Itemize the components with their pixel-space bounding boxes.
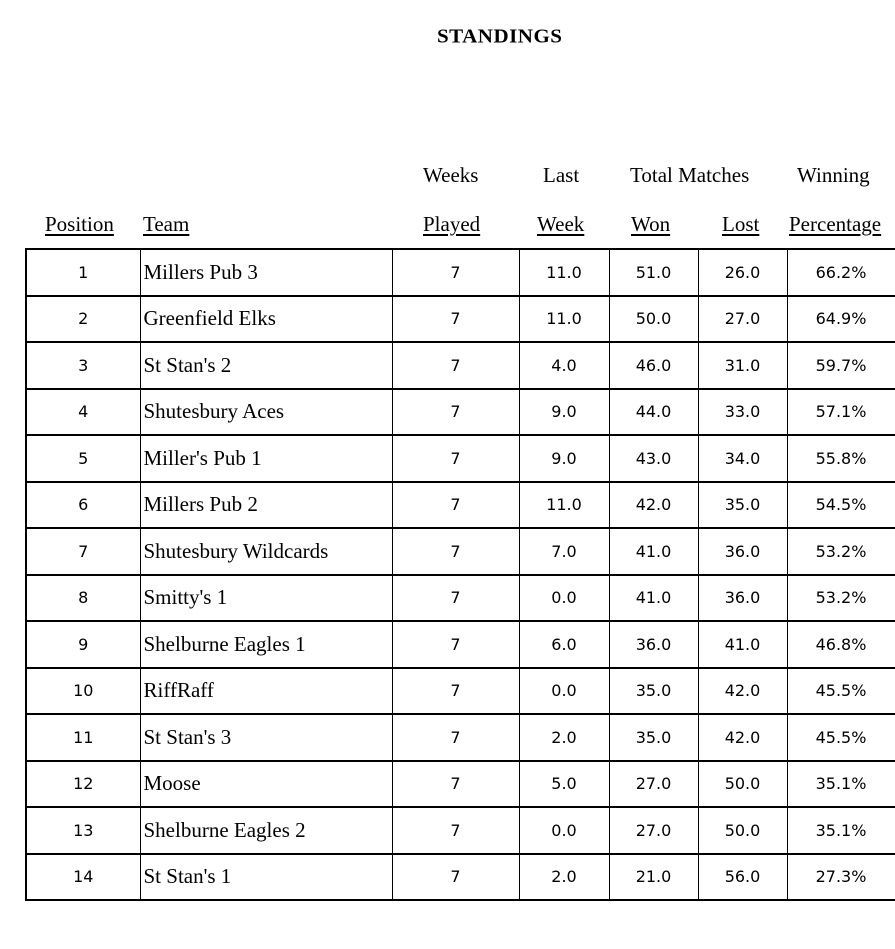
cell-last-week: 11.0 bbox=[519, 482, 609, 529]
cell-last-week: 7.0 bbox=[519, 528, 609, 575]
cell-lost: 31.0 bbox=[698, 342, 787, 389]
cell-team: Shelburne Eagles 2 bbox=[140, 807, 392, 854]
cell-last-week: 11.0 bbox=[519, 296, 609, 343]
cell-position: 14 bbox=[26, 854, 140, 901]
header-percentage: Percentage bbox=[789, 212, 882, 236]
cell-won: 41.0 bbox=[609, 575, 698, 622]
cell-percentage: 45.5% bbox=[787, 714, 895, 761]
cell-lost: 42.0 bbox=[698, 714, 787, 761]
cell-last-week: 2.0 bbox=[519, 714, 609, 761]
cell-played: 7 bbox=[392, 668, 519, 715]
cell-played: 7 bbox=[392, 714, 519, 761]
cell-position: 4 bbox=[26, 389, 140, 436]
cell-won: 44.0 bbox=[609, 389, 698, 436]
header-position: Position bbox=[45, 212, 114, 236]
cell-last-week: 0.0 bbox=[519, 575, 609, 622]
cell-position: 3 bbox=[26, 342, 140, 389]
cell-played: 7 bbox=[392, 854, 519, 901]
cell-played: 7 bbox=[392, 575, 519, 622]
cell-won: 41.0 bbox=[609, 528, 698, 575]
table-row bbox=[26, 435, 895, 482]
cell-team: St Stan's 1 bbox=[140, 854, 392, 901]
cell-team: St Stan's 2 bbox=[140, 342, 392, 389]
header-total-matches: Total Matches bbox=[630, 163, 750, 187]
cell-position: 1 bbox=[26, 249, 140, 296]
cell-team: Smitty's 1 bbox=[140, 575, 392, 622]
cell-position: 11 bbox=[26, 714, 140, 761]
table-row bbox=[26, 621, 895, 668]
table-row bbox=[26, 854, 895, 901]
cell-last-week: 6.0 bbox=[519, 621, 609, 668]
table-row bbox=[26, 575, 895, 622]
cell-won: 36.0 bbox=[609, 621, 698, 668]
cell-last-week: 4.0 bbox=[519, 342, 609, 389]
cell-lost: 33.0 bbox=[698, 389, 787, 436]
cell-played: 7 bbox=[392, 807, 519, 854]
header-weeks: Weeks bbox=[423, 163, 479, 187]
cell-played: 7 bbox=[392, 296, 519, 343]
cell-percentage: 57.1% bbox=[787, 389, 895, 436]
cell-lost: 50.0 bbox=[698, 761, 787, 808]
table-row bbox=[26, 761, 895, 808]
cell-percentage: 53.2% bbox=[787, 575, 895, 622]
cell-percentage: 45.5% bbox=[787, 668, 895, 715]
cell-won: 27.0 bbox=[609, 807, 698, 854]
cell-percentage: 27.3% bbox=[787, 854, 895, 901]
cell-won: 35.0 bbox=[609, 714, 698, 761]
cell-percentage: 66.2% bbox=[787, 249, 895, 296]
cell-played: 7 bbox=[392, 621, 519, 668]
cell-percentage: 55.8% bbox=[787, 435, 895, 482]
cell-played: 7 bbox=[392, 342, 519, 389]
cell-won: 21.0 bbox=[609, 854, 698, 901]
cell-lost: 26.0 bbox=[698, 249, 787, 296]
table-row bbox=[26, 528, 895, 575]
cell-lost: 35.0 bbox=[698, 482, 787, 529]
table-row bbox=[26, 807, 895, 854]
cell-last-week: 0.0 bbox=[519, 668, 609, 715]
cell-lost: 56.0 bbox=[698, 854, 787, 901]
table-row bbox=[26, 342, 895, 389]
header-played: Played bbox=[423, 212, 481, 236]
cell-position: 10 bbox=[26, 668, 140, 715]
cell-team: Shutesbury Wildcards bbox=[140, 528, 392, 575]
page-title: STANDINGS bbox=[437, 24, 563, 48]
header-week: Week bbox=[537, 212, 585, 236]
cell-percentage: 53.2% bbox=[787, 528, 895, 575]
cell-percentage: 35.1% bbox=[787, 807, 895, 854]
table-row bbox=[26, 389, 895, 436]
cell-team: Millers Pub 3 bbox=[140, 249, 392, 296]
standings-table bbox=[25, 248, 895, 901]
cell-team: St Stan's 3 bbox=[140, 714, 392, 761]
header-won: Won bbox=[631, 212, 671, 236]
table-row bbox=[26, 296, 895, 343]
cell-percentage: 54.5% bbox=[787, 482, 895, 529]
cell-position: 13 bbox=[26, 807, 140, 854]
cell-played: 7 bbox=[392, 761, 519, 808]
cell-lost: 50.0 bbox=[698, 807, 787, 854]
cell-lost: 36.0 bbox=[698, 528, 787, 575]
cell-percentage: 64.9% bbox=[787, 296, 895, 343]
cell-played: 7 bbox=[392, 482, 519, 529]
header-team: Team bbox=[143, 212, 190, 236]
cell-won: 46.0 bbox=[609, 342, 698, 389]
cell-lost: 34.0 bbox=[698, 435, 787, 482]
cell-team: Shutesbury Aces bbox=[140, 389, 392, 436]
cell-percentage: 59.7% bbox=[787, 342, 895, 389]
cell-won: 43.0 bbox=[609, 435, 698, 482]
table-row bbox=[26, 249, 895, 296]
cell-team: Shelburne Eagles 1 bbox=[140, 621, 392, 668]
cell-position: 2 bbox=[26, 296, 140, 343]
cell-last-week: 11.0 bbox=[519, 249, 609, 296]
cell-last-week: 5.0 bbox=[519, 761, 609, 808]
cell-won: 27.0 bbox=[609, 761, 698, 808]
cell-position: 5 bbox=[26, 435, 140, 482]
cell-percentage: 35.1% bbox=[787, 761, 895, 808]
cell-last-week: 2.0 bbox=[519, 854, 609, 901]
cell-position: 7 bbox=[26, 528, 140, 575]
cell-won: 51.0 bbox=[609, 249, 698, 296]
cell-position: 6 bbox=[26, 482, 140, 529]
table-row bbox=[26, 714, 895, 761]
cell-played: 7 bbox=[392, 435, 519, 482]
cell-played: 7 bbox=[392, 389, 519, 436]
cell-won: 42.0 bbox=[609, 482, 698, 529]
cell-last-week: 9.0 bbox=[519, 389, 609, 436]
cell-team: RiffRaff bbox=[140, 668, 392, 715]
cell-last-week: 9.0 bbox=[519, 435, 609, 482]
cell-lost: 42.0 bbox=[698, 668, 787, 715]
cell-lost: 41.0 bbox=[698, 621, 787, 668]
cell-won: 50.0 bbox=[609, 296, 698, 343]
cell-played: 7 bbox=[392, 528, 519, 575]
cell-lost: 27.0 bbox=[698, 296, 787, 343]
cell-won: 35.0 bbox=[609, 668, 698, 715]
cell-lost: 36.0 bbox=[698, 575, 787, 622]
cell-position: 9 bbox=[26, 621, 140, 668]
header-lost: Lost bbox=[722, 212, 760, 236]
header-last: Last bbox=[543, 163, 580, 187]
cell-position: 8 bbox=[26, 575, 140, 622]
header-winning: Winning bbox=[797, 163, 870, 187]
cell-position: 12 bbox=[26, 761, 140, 808]
cell-team: Millers Pub 2 bbox=[140, 482, 392, 529]
cell-team: Miller's Pub 1 bbox=[140, 435, 392, 482]
cell-last-week: 0.0 bbox=[519, 807, 609, 854]
cell-team: Greenfield Elks bbox=[140, 296, 392, 343]
cell-percentage: 46.8% bbox=[787, 621, 895, 668]
cell-team: Moose bbox=[140, 761, 392, 808]
table-row bbox=[26, 668, 895, 715]
cell-played: 7 bbox=[392, 249, 519, 296]
table-row bbox=[26, 482, 895, 529]
